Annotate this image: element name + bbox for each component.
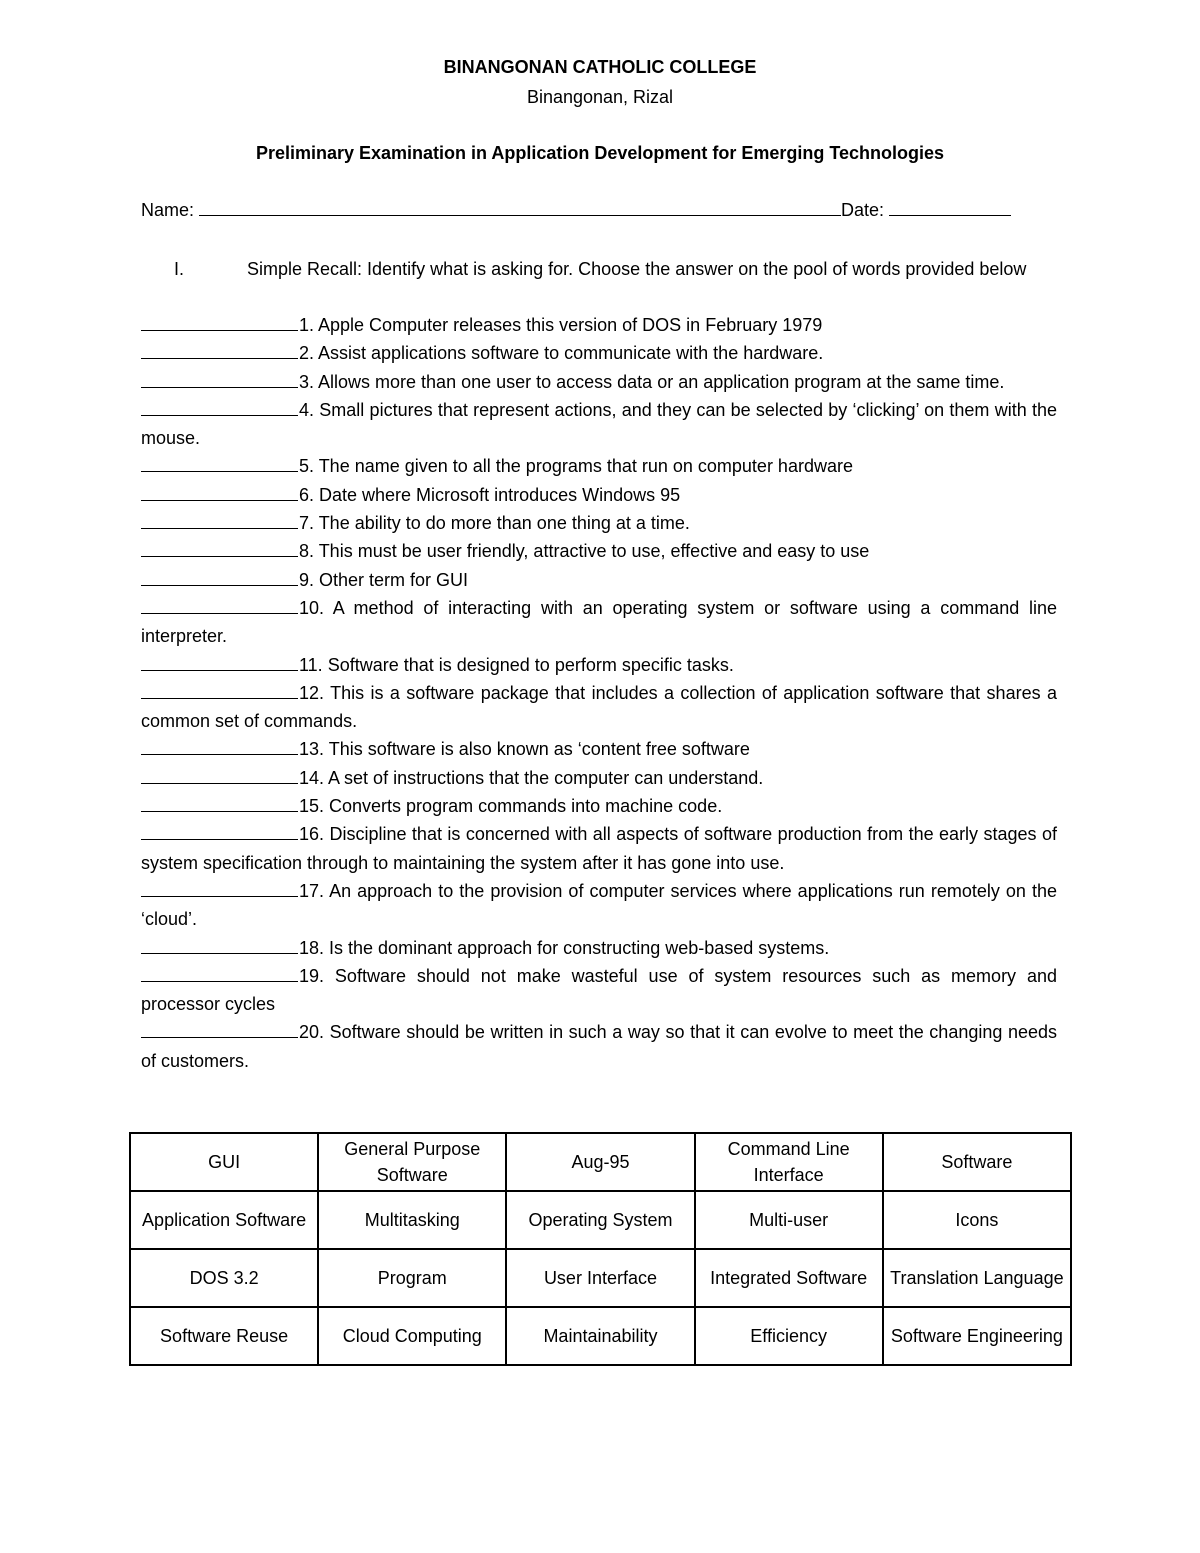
word-pool-cell: Software Engineering (883, 1307, 1071, 1365)
question-text: 2. Assist applications software to communicate with the hardware. (299, 343, 824, 364)
word-pool-cell: Software (883, 1133, 1071, 1191)
question-text: 15. Converts program commands into machine code. (299, 796, 723, 817)
word-pool-cell: Multitasking (318, 1191, 506, 1249)
question-item (141, 1018, 1057, 1075)
word-pool-cell: Program (318, 1249, 506, 1307)
date-field[interactable] (889, 199, 1011, 216)
answer-blank[interactable] (141, 567, 298, 586)
word-pool-table (129, 1132, 1072, 1366)
word-pool-cell: General Purpose Software (318, 1133, 506, 1191)
word-pool-row (130, 1249, 1071, 1307)
question-text: 18. Is the dominant approach for constructing web-based systems. (299, 937, 830, 958)
question-item (141, 339, 1057, 367)
question-item (141, 877, 1057, 934)
answer-blank[interactable] (141, 1019, 298, 1038)
answer-blank[interactable] (141, 312, 298, 331)
question-item (141, 509, 1057, 537)
answer-blank[interactable] (141, 765, 298, 784)
answer-blank[interactable] (141, 340, 298, 359)
answer-blank[interactable] (141, 538, 298, 557)
question-list (141, 311, 1057, 1075)
question-item (141, 679, 1057, 736)
word-pool-cell: DOS 3.2 (130, 1249, 318, 1307)
exam-title: Preliminary Examination in Application Development for Emerging Technologies (255, 143, 945, 163)
word-pool-cell: Icons (883, 1191, 1071, 1249)
school-location: Binangonan, Rizal (526, 87, 674, 107)
question-text: 8. This must be user friendly, attractive to use, effective and easy to use (299, 541, 870, 562)
question-text: 7. The ability to do more than one thing at a time. (299, 513, 690, 534)
question-text: 17. An approach to the provision of computer services where applications run remotely on the ‘cloud’. (141, 880, 1057, 930)
question-item (141, 764, 1057, 792)
answer-blank[interactable] (141, 482, 298, 501)
word-pool-row (130, 1133, 1071, 1191)
question-text: 6. Date where Microsoft introduces Windows 95 (299, 484, 681, 505)
question-text: 10. A method of interacting with an operating system or software using a command line interpreter. (141, 597, 1057, 647)
word-pool-cell: Operating System (506, 1191, 694, 1249)
answer-blank[interactable] (141, 510, 298, 529)
word-pool-cell: Command Line Interface (695, 1133, 883, 1191)
question-text: 20. Software should be written in such a way so that it can evolve to meet the changing needs of customers. (141, 1022, 1057, 1071)
section-instruction-text: Simple Recall: Identify what is asking for. Choose the answer on the pool of words provided below (247, 259, 1027, 279)
word-pool-cell: Software Reuse (130, 1307, 318, 1365)
question-item (141, 792, 1057, 820)
word-pool-cell: GUI (130, 1133, 318, 1191)
answer-blank[interactable] (141, 453, 298, 472)
question-item (141, 594, 1057, 651)
question-text: 13. This software is also known as ‘content free software (299, 739, 750, 760)
section-instructions (141, 255, 1057, 283)
question-item (141, 934, 1057, 962)
name-label: Name: (141, 200, 195, 220)
question-text: 19. Software should not make wasteful use of system resources such as memory and processor cycles (141, 965, 1057, 1015)
answer-blank[interactable] (141, 736, 298, 755)
question-item (141, 820, 1057, 877)
name-date-row (141, 199, 1011, 221)
question-item (141, 962, 1057, 1019)
question-item (141, 651, 1057, 679)
word-pool-cell: Cloud Computing (318, 1307, 506, 1365)
answer-blank[interactable] (141, 369, 298, 388)
question-item (141, 311, 1057, 339)
question-item (141, 452, 1057, 480)
question-item (141, 396, 1057, 453)
word-pool-cell: User Interface (506, 1249, 694, 1307)
answer-blank[interactable] (141, 595, 298, 614)
question-text: 3. Allows more than one user to access data or an application program at the same time. (299, 371, 1005, 392)
question-item (141, 735, 1057, 763)
word-pool-cell: Translation Language (883, 1249, 1071, 1307)
word-pool-cell: Integrated Software (695, 1249, 883, 1307)
section-number: I. (174, 259, 185, 279)
date-label: Date: (841, 200, 885, 220)
name-field[interactable] (199, 199, 841, 216)
question-text: 5. The name given to all the programs that run on computer hardware (299, 456, 853, 477)
word-pool-cell: Aug-95 (506, 1133, 694, 1191)
question-item (141, 481, 1057, 509)
question-text: 14. A set of instructions that the computer can understand. (299, 767, 764, 788)
question-text: 4. Small pictures that represent actions, and they can be selected by ‘clicking’ on them with the mouse. (141, 399, 1057, 449)
word-pool-row (130, 1191, 1071, 1249)
question-text: 11. Software that is designed to perform specific tasks. (299, 654, 734, 675)
answer-blank[interactable] (141, 793, 298, 812)
school-name: BINANGONAN CATHOLIC COLLEGE (443, 57, 757, 77)
word-pool-cell: Maintainability (506, 1307, 694, 1365)
word-pool-cell: Efficiency (695, 1307, 883, 1365)
answer-blank[interactable] (141, 652, 298, 671)
word-pool-cell: Application Software (130, 1191, 318, 1249)
word-pool-row (130, 1307, 1071, 1365)
answer-blank[interactable] (141, 397, 298, 416)
answer-blank[interactable] (141, 821, 298, 840)
question-text: 16. Discipline that is concerned with all aspects of software production from the early stages of system specification through to maintaining the system after it has gone into use. (141, 824, 1057, 873)
answer-blank[interactable] (141, 963, 298, 982)
question-item (141, 566, 1057, 594)
question-text: 9. Other term for GUI (299, 569, 469, 590)
question-text: 1. Apple Computer releases this version of DOS in February 1979 (299, 315, 823, 335)
question-item (141, 368, 1057, 396)
answer-blank[interactable] (141, 878, 298, 897)
word-pool-cell: Multi-user (695, 1191, 883, 1249)
answer-blank[interactable] (141, 935, 298, 954)
question-item (141, 537, 1057, 565)
question-text: 12. This is a software package that includes a collection of application software that shares a common set of commands. (141, 682, 1057, 732)
answer-blank[interactable] (141, 680, 298, 699)
